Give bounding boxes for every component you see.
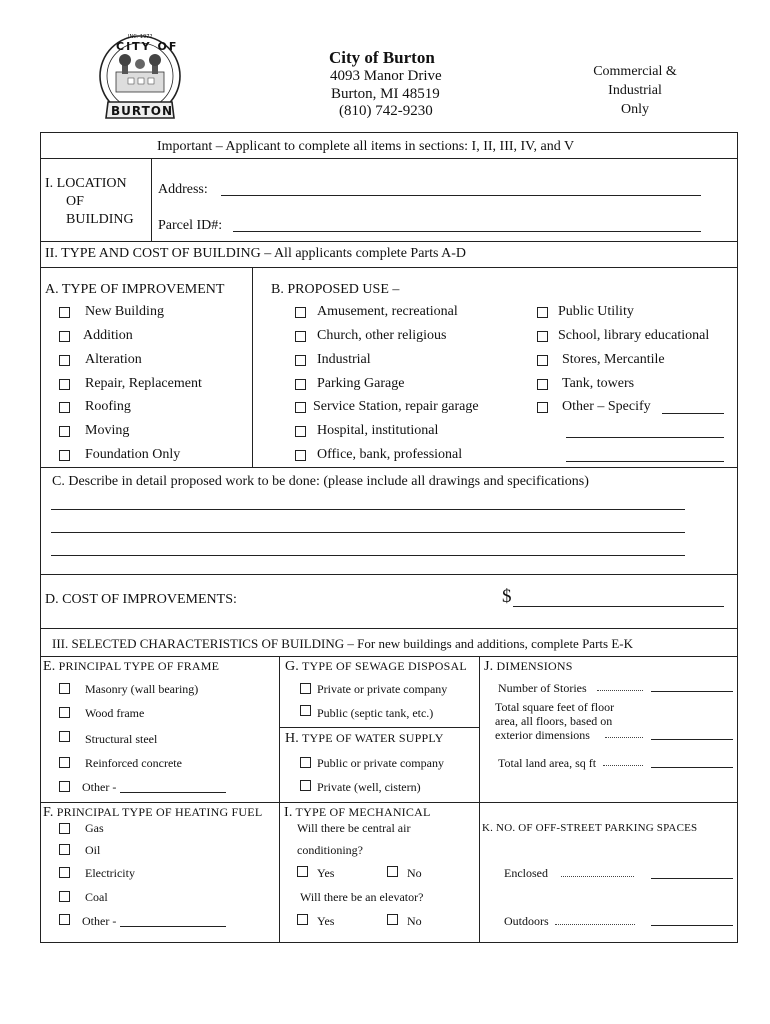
section1-label xyxy=(45,175,134,229)
important-note: Important – Applicant to complete all items in sections: I, II, III, IV, and V xyxy=(157,139,575,154)
checkbox-addition[interactable] xyxy=(59,331,70,342)
checkbox-electricity[interactable] xyxy=(59,867,70,878)
checkbox-church[interactable] xyxy=(295,331,306,342)
elevator-yes-label: Yes xyxy=(317,914,335,928)
section3-title: III. SELECTED CHARACTERISTICS OF BUILDING – For new buildings and additions, complete Parts E-K xyxy=(52,636,633,651)
elevator-question: Will there be an elevator? xyxy=(300,890,424,904)
partE-item: Other - xyxy=(82,780,117,794)
partG-title-rest: TYPE OF SEWAGE DISPOSAL xyxy=(299,659,467,673)
rule xyxy=(279,656,280,943)
sqft-label-line-1: Total square feet of floor xyxy=(495,700,615,714)
partB-item: Parking Garage xyxy=(317,376,405,391)
permit-type-line-3: Only xyxy=(621,102,649,117)
central-air-question-1: Will there be central air xyxy=(297,821,411,835)
checkbox-oil[interactable] xyxy=(59,844,70,855)
address-label: Address: xyxy=(158,182,208,197)
partF-item: Electricity xyxy=(85,866,135,880)
checkbox-repair-replacement[interactable] xyxy=(59,379,70,390)
partA-item: Addition xyxy=(83,328,133,343)
partB-item: Hospital, institutional xyxy=(317,423,439,438)
partF-item: Other - xyxy=(82,914,117,928)
partB-item: Office, bank, professional xyxy=(317,447,463,462)
checkbox-water-public[interactable] xyxy=(300,757,311,768)
partG-item: Private or private company xyxy=(317,682,448,696)
central-air-question-2: conditioning? xyxy=(297,843,363,857)
checkbox-stores-mercantile[interactable] xyxy=(537,355,548,366)
rule xyxy=(252,267,253,467)
stories-dots xyxy=(597,690,643,691)
rule xyxy=(40,158,738,159)
outdoors-dots xyxy=(555,924,635,925)
permit-type-line-1: Commercial & xyxy=(593,64,677,79)
permit-type-line-2: Industrial xyxy=(608,83,662,98)
partA-item: Repair, Replacement xyxy=(85,376,202,391)
checkbox-sewage-public[interactable] xyxy=(300,705,311,716)
checkbox-office-bank[interactable] xyxy=(295,450,306,461)
central-air-no-label: No xyxy=(407,866,422,880)
partI-title-rest: TYPE OF MECHANICAL xyxy=(292,805,431,819)
partB-item: Tank, towers xyxy=(562,376,635,391)
sqft-label xyxy=(495,700,614,742)
checkbox-moving[interactable] xyxy=(59,426,70,437)
partE-title-cap: E. xyxy=(43,659,56,674)
checkbox-wood-frame[interactable] xyxy=(59,707,70,718)
logo-seal-small: INC. 1972 xyxy=(128,34,153,40)
cost-field[interactable] xyxy=(513,606,724,607)
rule xyxy=(40,574,738,575)
partJ-title-rest: DIMENSIONS xyxy=(493,659,573,673)
partB-item: Public Utility xyxy=(558,304,634,319)
rule xyxy=(40,802,738,803)
checkbox-structural-steel[interactable] xyxy=(59,731,70,742)
rule xyxy=(40,241,738,242)
elevator-no-label: No xyxy=(407,914,422,928)
partI-title-cap: I. xyxy=(284,805,293,820)
section1-label-line-1: I. LOCATION xyxy=(45,176,127,191)
partF-title-rest: PRINCIPAL TYPE OF HEATING FUEL xyxy=(53,805,263,819)
checkbox-school-library[interactable] xyxy=(537,331,548,342)
partE-title xyxy=(43,659,219,675)
section1-label-line-3: BUILDING xyxy=(66,212,134,227)
checkbox-hospital[interactable] xyxy=(295,426,306,437)
checkbox-tank-towers[interactable] xyxy=(537,379,548,390)
city-title: City of Burton xyxy=(329,48,435,67)
rule xyxy=(40,267,738,268)
partE-item: Masonry (wall bearing) xyxy=(85,682,199,696)
checkbox-masonry[interactable] xyxy=(59,683,70,694)
phone-number: (810) 742-9230 xyxy=(339,103,433,119)
land-area-field[interactable] xyxy=(651,767,733,768)
partG-title xyxy=(285,659,467,675)
partA-item: New Building xyxy=(85,304,164,319)
checkbox-other-specify[interactable] xyxy=(537,402,548,413)
other-specify-field-2[interactable] xyxy=(566,437,724,438)
description-line-3[interactable] xyxy=(51,555,685,556)
checkbox-frame-other[interactable] xyxy=(59,781,70,792)
outdoors-label: Outdoors xyxy=(504,914,549,928)
address-field[interactable] xyxy=(221,195,701,196)
checkbox-amusement[interactable] xyxy=(295,307,306,318)
stories-field[interactable] xyxy=(651,691,733,692)
checkbox-new-building[interactable] xyxy=(59,307,70,318)
permit-type xyxy=(575,62,695,119)
outdoors-field[interactable] xyxy=(651,925,733,926)
partA-item: Foundation Only xyxy=(85,447,181,462)
checkbox-fuel-other[interactable] xyxy=(59,914,70,925)
partB-item: Other – Specify xyxy=(562,399,651,414)
partG-title-cap: G. xyxy=(285,659,300,674)
partJ-title xyxy=(484,659,573,675)
partJ-title-cap: J. xyxy=(484,659,494,674)
fuel-other-field[interactable] xyxy=(120,926,226,927)
partB-item: Church, other religious xyxy=(317,328,447,343)
other-specify-field[interactable] xyxy=(662,413,724,414)
rule xyxy=(151,158,152,242)
central-air-yes-label: Yes xyxy=(317,866,335,880)
checkbox-central-air-yes[interactable] xyxy=(297,866,308,877)
partK-title: K. NO. OF OFF-STREET PARKING SPACES xyxy=(482,822,698,834)
partE-item: Wood frame xyxy=(85,706,145,720)
partG-item: Public (septic tank, etc.) xyxy=(317,706,434,720)
partB-title: B. PROPOSED USE – xyxy=(271,282,400,297)
rule xyxy=(279,727,480,728)
checkbox-service-station[interactable] xyxy=(295,402,306,413)
sqft-dots xyxy=(605,737,643,738)
partB-item: School, library educational xyxy=(558,328,710,343)
partF-item: Oil xyxy=(85,843,101,857)
partF-title-cap: F. xyxy=(43,805,54,820)
partI-title xyxy=(284,805,430,821)
enclosed-dots xyxy=(561,876,634,877)
partE-item: Structural steel xyxy=(85,732,158,746)
partB-item: Amusement, recreational xyxy=(317,304,458,319)
land-area-dots xyxy=(603,765,643,766)
partH-title xyxy=(285,731,444,747)
parcel-id-label: Parcel ID#: xyxy=(158,218,223,233)
logo-banner: BURTON xyxy=(111,104,174,118)
enclosed-label: Enclosed xyxy=(504,866,548,880)
checkbox-sewage-private[interactable] xyxy=(300,683,311,694)
city-logo xyxy=(94,32,186,126)
checkbox-industrial[interactable] xyxy=(295,355,306,366)
checkbox-elevator-yes[interactable] xyxy=(297,914,308,925)
rule xyxy=(479,656,480,943)
checkbox-public-utility[interactable] xyxy=(537,307,548,318)
partA-title: A. TYPE OF IMPROVEMENT xyxy=(45,282,225,297)
partF-item: Gas xyxy=(85,821,104,835)
section2-title: II. TYPE AND COST OF BUILDING – All applicants complete Parts A-D xyxy=(45,246,467,261)
section1-label-line-2: OF xyxy=(66,194,84,209)
sqft-label-line-2: area, all floors, based on xyxy=(495,714,613,728)
description-line-2[interactable] xyxy=(51,532,685,533)
checkbox-elevator-no[interactable] xyxy=(387,914,398,925)
sqft-field[interactable] xyxy=(651,739,733,740)
checkbox-gas[interactable] xyxy=(59,823,70,834)
address-line-2: Burton, MI 48519 xyxy=(331,86,440,102)
checkbox-roofing[interactable] xyxy=(59,402,70,413)
partD-title: D. COST OF IMPROVEMENTS: xyxy=(45,592,237,607)
address-line-1: 4093 Manor Drive xyxy=(330,68,442,84)
partF-item: Coal xyxy=(85,890,108,904)
other-specify-field-3[interactable] xyxy=(566,461,724,462)
partH-item: Public or private company xyxy=(317,756,444,770)
partB-item: Industrial xyxy=(317,352,371,367)
partA-item: Moving xyxy=(85,423,130,438)
rule xyxy=(40,656,738,657)
checkbox-coal[interactable] xyxy=(59,891,70,902)
checkbox-foundation-only[interactable] xyxy=(59,450,70,461)
enclosed-field[interactable] xyxy=(651,878,733,879)
partH-title-rest: TYPE OF WATER SUPPLY xyxy=(299,731,444,745)
checkbox-reinforced-concrete[interactable] xyxy=(59,757,70,768)
partE-title-rest: PRINCIPAL TYPE OF FRAME xyxy=(55,659,220,673)
partH-title-cap: H. xyxy=(285,731,300,746)
partB-item: Stores, Mercantile xyxy=(562,352,665,367)
frame-other-field[interactable] xyxy=(120,792,226,793)
land-area-label: Total land area, sq ft xyxy=(498,756,597,770)
currency-symbol: $ xyxy=(502,586,512,607)
partB-item: Service Station, repair garage xyxy=(313,399,479,414)
partA-item: Alteration xyxy=(85,352,142,367)
checkbox-central-air-no[interactable] xyxy=(387,866,398,877)
checkbox-parking-garage[interactable] xyxy=(295,379,306,390)
rule xyxy=(40,467,738,468)
stories-label: Number of Stories xyxy=(498,681,587,695)
description-line-1[interactable] xyxy=(51,509,685,510)
partE-item: Reinforced concrete xyxy=(85,756,182,770)
partF-title xyxy=(43,805,262,821)
rule xyxy=(40,628,738,629)
logo-city-of: CITY OF xyxy=(116,40,179,53)
partA-item: Roofing xyxy=(85,399,131,414)
checkbox-water-private[interactable] xyxy=(300,780,311,791)
parcel-id-field[interactable] xyxy=(233,231,701,232)
sqft-label-line-3: exterior dimensions xyxy=(495,728,590,742)
partH-item: Private (well, cistern) xyxy=(317,780,421,794)
partC-title: C. Describe in detail proposed work to be done: (please include all drawings and specifications) xyxy=(52,474,589,489)
checkbox-alteration[interactable] xyxy=(59,355,70,366)
